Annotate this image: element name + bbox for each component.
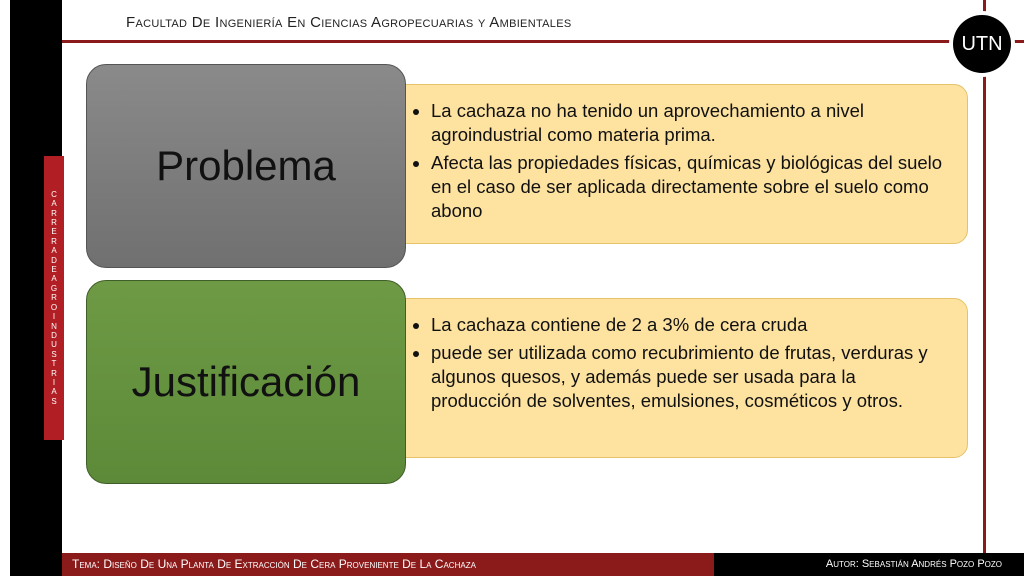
footer-author: Autor: Sebastián Andrés Pozo Pozo	[714, 553, 1024, 576]
left-margin	[0, 0, 10, 576]
career-letter: O	[50, 302, 58, 312]
problem-tile	[86, 64, 406, 268]
problem-bullet: • La cachaza no ha tenido un aprovechamiento a nivel agroindustrial como materia prima.	[431, 99, 949, 147]
career-letter: N	[51, 321, 57, 331]
career-letter: U	[51, 340, 57, 350]
justification-bullets	[407, 313, 949, 413]
career-letter: A	[51, 387, 57, 397]
utn-logo-text: UTN	[953, 15, 1011, 73]
justification-card	[380, 298, 968, 458]
career-letter: E	[51, 227, 57, 237]
right-divider	[983, 0, 986, 553]
career-letter: I	[52, 377, 56, 387]
problem-card	[380, 84, 968, 244]
footer-topic: Tema: Diseño De Una Planta De Extracción De Cera Proveniente De La Cachaza	[62, 553, 714, 576]
career-letter: D	[51, 330, 57, 340]
career-letter: E	[51, 265, 57, 275]
problem-bullet: • Afecta las propiedades físicas, químicas y biológicas del suelo en el caso de ser aplicada directamente sobre el suelo como abono	[431, 151, 949, 223]
justification-tile	[86, 280, 406, 484]
career-letter: A	[51, 274, 57, 284]
career-letter: A	[51, 246, 57, 256]
problem-title: Problema	[156, 142, 336, 189]
header-divider	[62, 40, 1024, 43]
career-letter: R	[51, 293, 57, 303]
career-letter: S	[51, 349, 57, 359]
career-letter: R	[51, 368, 57, 378]
header-title: Facultad De Ingeniería En Ciencias Agropecuarias y Ambientales	[126, 14, 572, 31]
career-letter: T	[51, 359, 57, 369]
career-letter: R	[51, 208, 57, 218]
justification-bullet: • La cachaza contiene de 2 a 3% de cera cruda	[431, 313, 949, 337]
career-label	[44, 156, 64, 440]
career-letter: D	[51, 255, 57, 265]
justification-bullet: • puede ser utilizada como recubrimiento de frutas, verduras y algunos quesos, y además puede ser usada para la producción de solventes, emulsiones, cosméticos y otros.	[431, 341, 949, 413]
utn-logo	[949, 11, 1015, 77]
career-letter: R	[51, 218, 57, 228]
career-letter: I	[52, 312, 56, 322]
career-letter: S	[51, 396, 57, 406]
career-letter: G	[50, 283, 58, 293]
career-letter: C	[51, 189, 57, 199]
career-letter: R	[51, 236, 57, 246]
problem-bullets	[407, 99, 949, 223]
career-letter: A	[51, 199, 57, 209]
justification-title: Justificación	[131, 358, 361, 405]
